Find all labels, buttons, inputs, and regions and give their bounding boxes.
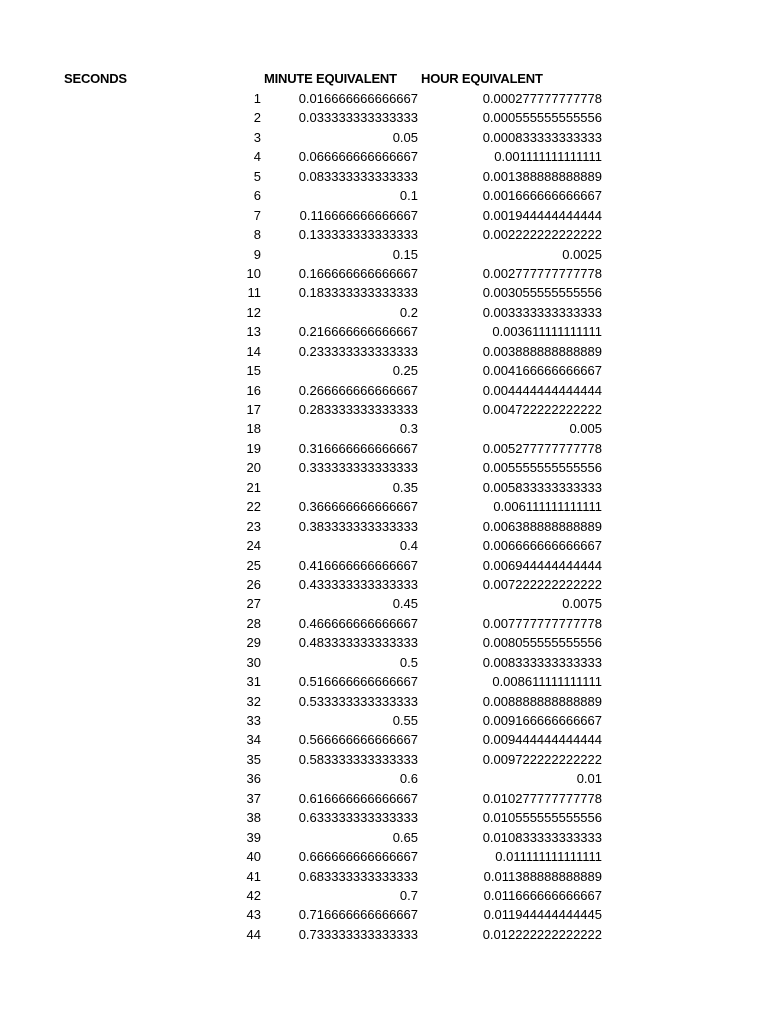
minute-cell: 0.05 (392, 129, 418, 145)
table-row (0, 828, 768, 847)
seconds-cell: 38 (246, 810, 261, 826)
table-row (0, 905, 768, 924)
hour-cell: 0.008333333333333 (482, 654, 602, 670)
table-row (0, 419, 768, 438)
table-row (0, 575, 768, 594)
hour-cell: 0.005277777777778 (482, 440, 602, 456)
seconds-cell: 3 (253, 129, 261, 145)
seconds-cell: 7 (253, 207, 261, 223)
seconds-cell: 36 (246, 771, 261, 787)
minute-cell: 0.383333333333333 (298, 518, 418, 534)
table-row (0, 497, 768, 516)
minute-cell: 0.55 (392, 713, 418, 728)
table-row (0, 225, 768, 244)
seconds-cell: 15 (246, 363, 261, 379)
minute-cell: 0.5 (399, 654, 418, 670)
table-row (0, 167, 768, 186)
minute-cell: 0.616666666666667 (298, 790, 418, 806)
table-row (0, 381, 768, 400)
minute-cell: 0.233333333333333 (298, 343, 418, 359)
minute-cell: 0.133333333333333 (298, 227, 418, 243)
table-row (0, 303, 768, 322)
table-body (0, 89, 768, 944)
hour-cell: 0.009166666666667 (482, 713, 602, 728)
table-row (0, 517, 768, 536)
hour-cell: 0.01 (576, 771, 602, 787)
minute-cell: 0.1 (399, 188, 418, 204)
table-row (0, 128, 768, 147)
seconds-cell: 11 (247, 285, 261, 301)
table-row (0, 633, 768, 652)
table-row (0, 867, 768, 886)
seconds-cell: 16 (246, 382, 261, 398)
seconds-cell: 21 (246, 479, 261, 495)
minute-cell: 0.45 (392, 596, 418, 612)
seconds-cell: 19 (246, 440, 261, 456)
hour-cell: 0.001388888888889 (482, 168, 602, 184)
seconds-cell: 10 (246, 265, 261, 281)
hour-cell: 0.000277777777778 (482, 91, 602, 106)
seconds-cell: 27 (246, 596, 261, 612)
table-row (0, 439, 768, 458)
seconds-cell: 26 (246, 576, 261, 592)
minute-cell: 0.6 (399, 771, 418, 787)
table-row (0, 108, 768, 127)
seconds-cell: 17 (246, 402, 261, 417)
hour-cell: 0.010833333333333 (482, 829, 602, 845)
minute-cell: 0.533333333333333 (298, 693, 418, 709)
hour-cell: 0.008055555555556 (482, 635, 602, 651)
minute-cell: 0.516666666666667 (298, 674, 418, 690)
hour-cell: 0.006666666666667 (482, 538, 602, 554)
seconds-cell: 32 (246, 693, 261, 709)
minute-cell: 0.066666666666667 (298, 149, 418, 165)
seconds-cell: 6 (253, 188, 261, 204)
table-row (0, 672, 768, 691)
seconds-cell: 23 (246, 518, 261, 534)
seconds-cell: 5 (253, 168, 261, 184)
table-row (0, 283, 768, 302)
minute-cell: 0.416666666666667 (298, 557, 418, 573)
hour-cell: 0.010277777777778 (482, 790, 602, 806)
table-row (0, 730, 768, 749)
minute-cell: 0.35 (392, 479, 418, 495)
table-row (0, 458, 768, 477)
hour-cell: 0.0075 (562, 596, 602, 612)
seconds-cell: 4 (253, 149, 261, 165)
minute-cell: 0.583333333333333 (298, 751, 418, 767)
hour-cell: 0.003055555555556 (482, 285, 602, 301)
minute-cell: 0.716666666666667 (298, 907, 418, 923)
seconds-cell: 40 (246, 849, 261, 865)
hour-cell: 0.007777777777778 (482, 615, 602, 631)
table-row (0, 653, 768, 672)
minute-cell: 0.633333333333333 (298, 810, 418, 826)
table-row (0, 245, 768, 264)
minute-cell: 0.25 (392, 363, 418, 379)
hour-cell: 0.011666666666667 (483, 887, 602, 903)
seconds-cell: 34 (246, 732, 261, 748)
seconds-cell: 13 (246, 324, 261, 340)
seconds-cell: 20 (246, 460, 261, 476)
minute-cell: 0.466666666666667 (298, 615, 418, 631)
hour-cell: 0.006388888888889 (482, 518, 602, 534)
table-row (0, 711, 768, 730)
minute-cell: 0.216666666666667 (298, 324, 418, 340)
seconds-cell: 41 (246, 868, 261, 884)
minute-cell: 0.016666666666667 (298, 91, 418, 106)
header-minute-equivalent: MINUTE EQUIVALENT (264, 71, 397, 86)
hour-cell: 0.004166666666667 (482, 363, 602, 379)
table-row (0, 322, 768, 341)
seconds-cell: 30 (246, 654, 261, 670)
hour-cell: 0.005555555555556 (482, 460, 602, 476)
seconds-cell: 33 (246, 713, 261, 728)
hour-cell: 0.011111111111111 (495, 849, 602, 865)
hour-cell: 0.003611111111111 (492, 324, 602, 340)
table-row (0, 789, 768, 808)
header-hour-equivalent: HOUR EQUIVALENT (421, 71, 543, 86)
hour-cell: 0.0025 (562, 246, 602, 262)
hour-cell: 0.009444444444444 (482, 732, 602, 748)
hour-cell: 0.000555555555556 (482, 110, 602, 126)
seconds-cell: 24 (246, 538, 261, 554)
seconds-cell: 43 (246, 907, 261, 923)
hour-cell: 0.008611111111111 (492, 674, 602, 690)
minute-cell: 0.283333333333333 (298, 402, 418, 417)
seconds-cell: 2 (253, 110, 261, 126)
table-row (0, 614, 768, 633)
minute-cell: 0.3 (399, 421, 418, 437)
seconds-cell: 8 (253, 227, 261, 243)
minute-cell: 0.65 (392, 829, 418, 845)
table-row (0, 692, 768, 711)
seconds-cell: 18 (246, 421, 261, 437)
hour-cell: 0.009722222222222 (482, 751, 602, 767)
table-row (0, 264, 768, 283)
hour-cell: 0.007222222222222 (482, 576, 602, 592)
hour-cell: 0.006111111111111 (493, 499, 602, 515)
table-row (0, 594, 768, 613)
hour-cell: 0.002222222222222 (482, 227, 602, 243)
table-row (0, 342, 768, 361)
minute-cell: 0.266666666666667 (298, 382, 418, 398)
table-row (0, 400, 768, 419)
table-row (0, 847, 768, 866)
seconds-cell: 9 (253, 246, 261, 262)
minute-cell: 0.033333333333333 (298, 110, 418, 126)
minute-cell: 0.433333333333333 (298, 576, 418, 592)
seconds-cell: 22 (246, 499, 261, 515)
table-row (0, 478, 768, 497)
hour-cell: 0.005 (569, 421, 602, 437)
hour-cell: 0.010555555555556 (482, 810, 602, 826)
hour-cell: 0.003888888888889 (482, 343, 602, 359)
minute-cell: 0.733333333333333 (298, 926, 418, 942)
minute-cell: 0.15 (392, 246, 418, 262)
hour-cell: 0.008888888888889 (482, 693, 602, 709)
minute-cell: 0.366666666666667 (298, 499, 418, 515)
seconds-cell: 12 (246, 304, 261, 320)
minute-cell: 0.183333333333333 (298, 285, 418, 301)
hour-cell: 0.011388888888889 (483, 868, 602, 884)
table-row (0, 89, 768, 108)
table-row (0, 556, 768, 575)
seconds-cell: 35 (246, 751, 261, 767)
minute-cell: 0.666666666666667 (298, 849, 418, 865)
table-row (0, 536, 768, 555)
table-row (0, 206, 768, 225)
minute-cell: 0.4 (399, 538, 418, 554)
header-seconds: SECONDS (64, 71, 127, 86)
table-row (0, 925, 768, 944)
hour-cell: 0.001666666666667 (482, 188, 602, 204)
seconds-cell: 25 (246, 557, 261, 573)
table-row (0, 186, 768, 205)
minute-cell: 0.483333333333333 (298, 635, 418, 651)
seconds-cell: 1 (253, 91, 261, 106)
hour-cell: 0.003333333333333 (482, 304, 602, 320)
minute-cell: 0.316666666666667 (298, 440, 418, 456)
seconds-cell: 37 (246, 790, 261, 806)
minute-cell: 0.166666666666667 (298, 265, 418, 281)
table-row (0, 886, 768, 905)
hour-cell: 0.001944444444444 (482, 207, 602, 223)
minute-cell: 0.333333333333333 (298, 460, 418, 476)
minute-cell: 0.566666666666667 (298, 732, 418, 748)
minute-cell: 0.116666666666667 (299, 207, 418, 223)
seconds-cell: 14 (246, 343, 261, 359)
hour-cell: 0.002777777777778 (482, 265, 602, 281)
hour-cell: 0.006944444444444 (482, 557, 602, 573)
table-row (0, 750, 768, 769)
hour-cell: 0.000833333333333 (482, 129, 602, 145)
seconds-cell: 31 (246, 674, 261, 690)
minute-cell: 0.7 (399, 887, 418, 903)
table-row (0, 147, 768, 166)
seconds-cell: 39 (246, 829, 261, 845)
seconds-cell: 29 (246, 635, 261, 651)
hour-cell: 0.004722222222222 (482, 402, 602, 417)
hour-cell: 0.011944444444445 (483, 907, 602, 923)
table-row (0, 808, 768, 827)
seconds-cell: 44 (246, 926, 261, 942)
hour-cell: 0.004444444444444 (482, 382, 602, 398)
hour-cell: 0.005833333333333 (482, 479, 602, 495)
table-row (0, 361, 768, 380)
hour-cell: 0.001111111111111 (494, 149, 602, 165)
seconds-cell: 42 (246, 887, 261, 903)
minute-cell: 0.083333333333333 (298, 168, 418, 184)
minute-cell: 0.2 (399, 304, 418, 320)
hour-cell: 0.012222222222222 (482, 926, 602, 942)
table-row (0, 769, 768, 788)
minute-cell: 0.683333333333333 (298, 868, 418, 884)
seconds-cell: 28 (246, 615, 261, 631)
